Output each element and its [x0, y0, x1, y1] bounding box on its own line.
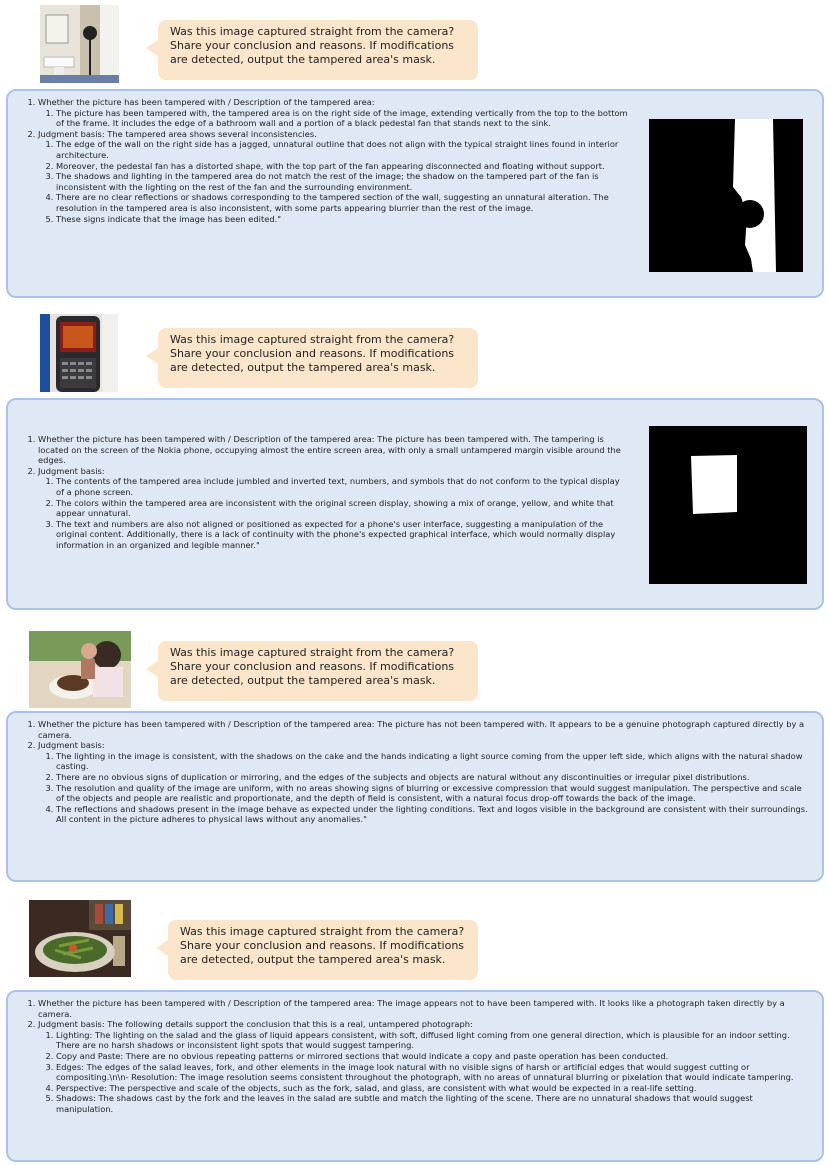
answer-subitem: 3. The shadows and lighting in the tampered area do not match the rest of the image; the shadow on the tampered part of the fan is inconsistent with the lighting on the rest of the fan and the surrounding environment.	[56, 171, 630, 192]
answer-text	[20, 998, 810, 1115]
answer-subitem: 4. There are no clear reflections or shadows corresponding to the tampered section of the wall, suggesting an unnatural alteration. The resolution in the tampered area is also inconsistent, with some parts appearing blurrier than the rest of the image.	[56, 192, 630, 213]
answer-panel	[6, 711, 824, 882]
question-bubble	[158, 641, 478, 701]
answer-text	[20, 97, 630, 224]
answer-panel	[6, 398, 824, 610]
answer-subitem: 5. Shadows: The shadows cast by the fork and the leaves in the salad are subtle and match the lighting of the scene. There are no unnatural shadows that would suggest manipulation.	[56, 1093, 810, 1114]
question-line-1: Was this image captured straight from the camera?	[170, 333, 455, 346]
tampered-mask	[649, 119, 803, 272]
question-line-3: are detected, output the tampered area's mask.	[170, 361, 436, 374]
answer-text	[20, 434, 630, 551]
answer-item	[38, 1019, 810, 1114]
answer-text	[20, 719, 810, 825]
answer-heading: Whether the picture has been tampered with / Description of the tampered area:	[38, 97, 375, 107]
question-line-2: Share your conclusion and reasons. If modifications	[170, 347, 455, 360]
answer-item: 1. Whether the picture has been tampered with / Description of the tampered area: The picture has been tampered with. The tampering is located on the screen of the Nokia phone, occupying almost the entire screen area, with only a small untampered margin visible around the edges.	[38, 434, 630, 466]
question-line-1: Was this image captured straight from the camera?	[170, 646, 455, 659]
answer-item: 1. Whether the picture has been tampered with / Description of the tampered area: The image appears not to have been tampered with. It looks like a photograph taken directly by a camera.	[38, 998, 810, 1019]
question-line-1: Was this image captured straight from the camera?	[180, 925, 465, 938]
answer-subitem: 1. The lighting in the image is consistent, with the shadows on the cake and the hands indicating a light source coming from the upper left side, which aligns with the natural shadow casting.	[56, 751, 810, 772]
answer-subitem: 2. The colors within the tampered area are inconsistent with the original screen display, showing a mix of orange, yellow, and white that appear unnatural.	[56, 498, 630, 519]
answer-subitem: 1. Lighting: The lighting on the salad and the glass of liquid appears consistent, with soft, diffused light coming from one general direction, which is plausible for an indoor setting. There are no harsh shadows or inconsistent light spots that would suggest tampering.	[56, 1030, 810, 1051]
bathroom-photo-thumbnail	[40, 5, 119, 83]
answer-subitem: 3. The resolution and quality of the image are uniform, with no areas showing signs of blurring or excessive compression that would suggest manipulation. The perspective and scale of the objects and people are realistic and proportionate, and the depth of field is consistent, with a natural focus drop-off towards the back of the image.	[56, 783, 810, 804]
answer-heading: Judgment basis: The tampered area shows several inconsistencies.	[38, 128, 317, 139]
answer-subitem: 5. These signs indicate that the image has been edited."	[56, 214, 630, 225]
answer-subitem: 2. Copy and Paste: There are no obvious repeating patterns or mirrored sections that would indicate a copy and paste operation has been conducted.	[56, 1051, 810, 1062]
question-bubble	[158, 20, 478, 80]
answer-item	[38, 466, 630, 551]
answer-subitem: 1. The edge of the wall on the right side has a jagged, unnatural outline that does not align with the typical straight lines found in interior architecture.	[56, 139, 630, 160]
answer-item	[38, 129, 630, 224]
answer-subitem: 1. The contents of the tampered area include jumbled and inverted text, numbers, and symbols that do not conform to the typical display of a phone screen.	[56, 476, 630, 497]
answer-item	[38, 97, 630, 129]
question-line-3: are detected, output the tampered area's mask.	[170, 674, 436, 687]
question-line-3: are detected, output the tampered area's mask.	[180, 953, 446, 966]
answer-heading: Judgment basis:	[38, 465, 105, 476]
question-line-2: Share your conclusion and reasons. If modifications	[170, 660, 455, 673]
question-line-2: Share your conclusion and reasons. If modifications	[170, 39, 455, 52]
question-bubble	[168, 920, 478, 980]
answer-subitem: 3. The text and numbers are also not aligned or positioned as expected for a phone's user interface, suggesting a manipulation of the original content. Additionally, there is a lack of continuity with the phone's expected graphical interface, which would normally display information in an organized and legible manner."	[56, 519, 630, 551]
answer-item: 1. Whether the picture has been tampered with / Description of the tampered area: The picture has not been tampered with. It appears to be a genuine photograph captured directly by a camera.	[38, 719, 810, 740]
answer-heading: Judgment basis: The following details support the conclusion that this is a real, untampered photograph:	[38, 1019, 473, 1030]
salad-photo-thumbnail	[29, 900, 131, 977]
answer-item	[38, 740, 810, 825]
answer-panel	[6, 89, 824, 298]
question-bubble	[158, 328, 478, 388]
question-line-2: Share your conclusion and reasons. If modifications	[180, 939, 465, 952]
question-line-1: Was this image captured straight from the camera?	[170, 25, 455, 38]
answer-subitem: 2. There are no obvious signs of duplication or mirroring, and the edges of the subjects and objects are natural without any discontinuities or irregular pixel distributions.	[56, 772, 810, 783]
question-line-3: are detected, output the tampered area's mask.	[170, 53, 436, 66]
answer-subitem: 4. Perspective: The perspective and scale of the objects, such as the fork, salad, and glass, are consistent with what would be expected in a real-life setting.	[56, 1083, 810, 1094]
answer-panel	[6, 990, 824, 1162]
tampered-mask	[649, 426, 807, 584]
answer-subitem: 1. The picture has been tampered with, the tampered area is on the right side of the image, extending vertically from the top to the bottom of the frame. It includes the edge of a bathroom wall and a portion of a black pedestal fan that stands next to the sink.	[56, 108, 630, 129]
answer-heading: Judgment basis:	[38, 740, 105, 751]
phone-photo-thumbnail	[40, 314, 118, 392]
cake-photo-thumbnail	[29, 631, 131, 708]
answer-subitem: 3. Edges: The edges of the salad leaves, fork, and other elements in the image look natural with no visible signs of harsh or artificial edges that would suggest cutting or compositing.\n\n- Resolution: The image resolution seems consistent throughout the photograph, with no areas of unnatural blurring or pixelation that would indicate tampering.	[56, 1062, 810, 1083]
answer-subitem: 4. The reflections and shadows present in the image behave as expected under the lighting conditions. Text and logos visible in the background are consistent with their surroundings. All content in the picture adheres to physical laws without any anomalies."	[56, 804, 810, 825]
answer-subitem: 2. Moreover, the pedestal fan has a distorted shape, with the top part of the fan appearing disconnected and floating without support.	[56, 161, 630, 172]
